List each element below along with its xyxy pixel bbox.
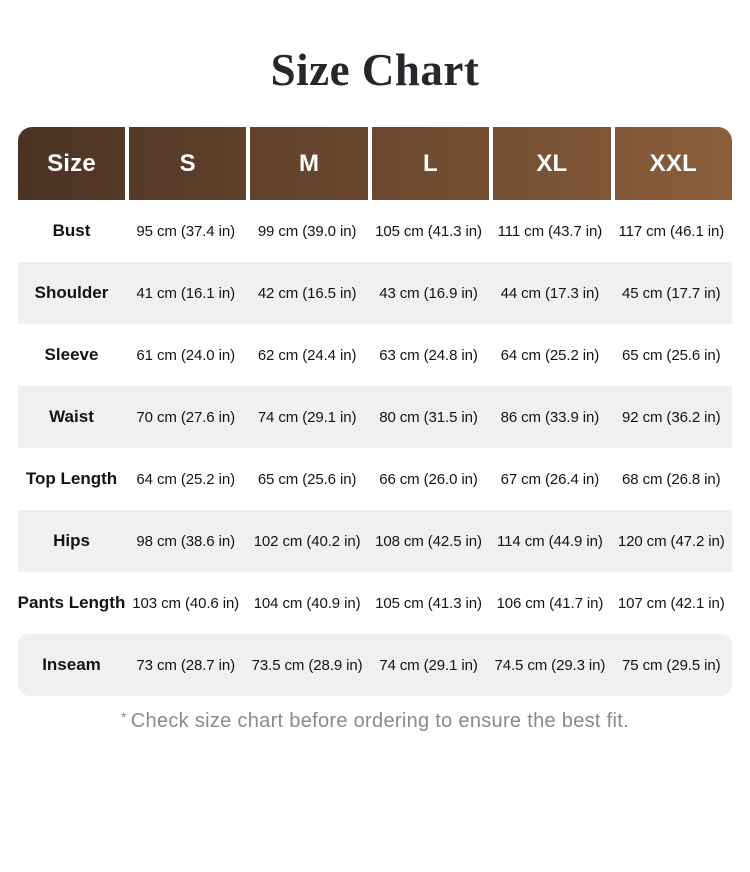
measurement-value: 61 cm (24.0 in) xyxy=(136,346,235,364)
measurement-value: 120 cm (47.2 in) xyxy=(617,532,725,550)
table-row xyxy=(18,200,732,262)
measurement-value: 66 cm (26.0 in) xyxy=(379,470,478,488)
measurement-value: 65 cm (25.6 in) xyxy=(257,470,357,488)
footnote-asterisk: * xyxy=(121,709,127,725)
measurement-value: 105 cm (41.3 in) xyxy=(375,594,482,612)
measurement-value: 44 cm (17.3 in) xyxy=(500,284,600,302)
row-label: Waist xyxy=(49,407,94,426)
measurement-value: 42 cm (16.5 in) xyxy=(257,284,357,302)
measurement-value: 104 cm (40.9 in) xyxy=(253,594,361,612)
table-row xyxy=(18,324,732,386)
table-row xyxy=(18,634,732,696)
size-chart-body xyxy=(18,200,732,696)
measurement-value: 41 cm (16.1 in) xyxy=(136,284,235,302)
measurement-value: 65 cm (25.6 in) xyxy=(622,346,721,364)
measurement-value: 106 cm (41.7 in) xyxy=(496,594,604,612)
measurement-value: 92 cm (36.2 in) xyxy=(622,408,721,426)
table-row xyxy=(18,262,732,324)
header-cell-xxl: XXL xyxy=(611,127,732,200)
table-row xyxy=(18,448,732,510)
measurement-value: 105 cm (41.3 in) xyxy=(375,222,482,240)
measurement-value: 73 cm (28.7 in) xyxy=(136,656,235,674)
header-cell-l: L xyxy=(368,127,489,200)
footnote xyxy=(0,709,750,733)
measurement-value: 103 cm (40.6 in) xyxy=(132,594,240,612)
size-chart-header-row xyxy=(18,127,732,200)
measurement-value: 107 cm (42.1 in) xyxy=(617,594,725,612)
measurement-value: 95 cm (37.4 in) xyxy=(136,222,235,240)
footnote-text: Check size chart before ordering to ensure the best fit. xyxy=(130,710,629,732)
size-chart-table xyxy=(18,127,732,696)
measurement-value: 62 cm (24.4 in) xyxy=(257,346,357,364)
header-cell-s: S xyxy=(125,127,246,200)
row-label: Top Length xyxy=(25,469,118,488)
measurement-value: 117 cm (46.1 in) xyxy=(618,222,725,240)
measurement-value: 111 cm (43.7 in) xyxy=(497,222,603,240)
measurement-value: 99 cm (39.0 in) xyxy=(257,222,357,240)
measurement-value: 68 cm (26.8 in) xyxy=(622,470,721,488)
measurement-value: 75 cm (29.5 in) xyxy=(622,656,721,674)
header-cell-xl: XL xyxy=(489,127,610,200)
table-row xyxy=(18,510,732,572)
page-title: Size Chart xyxy=(270,45,480,95)
table-row xyxy=(18,572,732,634)
measurement-value: 98 cm (38.6 in) xyxy=(136,532,235,550)
measurement-value: 64 cm (25.2 in) xyxy=(136,470,235,488)
measurement-value: 108 cm (42.5 in) xyxy=(375,532,482,550)
measurement-value: 63 cm (24.8 in) xyxy=(379,346,478,364)
measurement-value: 74 cm (29.1 in) xyxy=(257,408,357,426)
row-label: Inseam xyxy=(42,655,101,674)
measurement-value: 86 cm (33.9 in) xyxy=(500,408,600,426)
row-label: Pants Length xyxy=(17,593,126,612)
measurement-value: 64 cm (25.2 in) xyxy=(500,346,600,364)
measurement-value: 74.5 cm (29.3 in) xyxy=(494,656,606,674)
row-label: Hips xyxy=(53,531,90,550)
measurement-value: 45 cm (17.7 in) xyxy=(622,284,721,302)
row-label: Bust xyxy=(52,221,91,240)
measurement-value: 80 cm (31.5 in) xyxy=(379,408,478,426)
measurement-value: 73.5 cm (28.9 in) xyxy=(251,656,363,674)
measurement-value: 102 cm (40.2 in) xyxy=(253,532,361,550)
header-cell-size: Size xyxy=(47,149,96,177)
measurement-value: 74 cm (29.1 in) xyxy=(379,656,478,674)
measurement-value: 70 cm (27.6 in) xyxy=(136,408,235,426)
header-cell-m: M xyxy=(246,127,367,200)
table-row xyxy=(18,386,732,448)
measurement-value: 67 cm (26.4 in) xyxy=(500,470,600,488)
measurement-value: 114 cm (44.9 in) xyxy=(497,532,603,550)
measurement-value: 43 cm (16.9 in) xyxy=(379,284,478,302)
row-label: Shoulder xyxy=(34,283,109,302)
row-label: Sleeve xyxy=(44,345,99,364)
